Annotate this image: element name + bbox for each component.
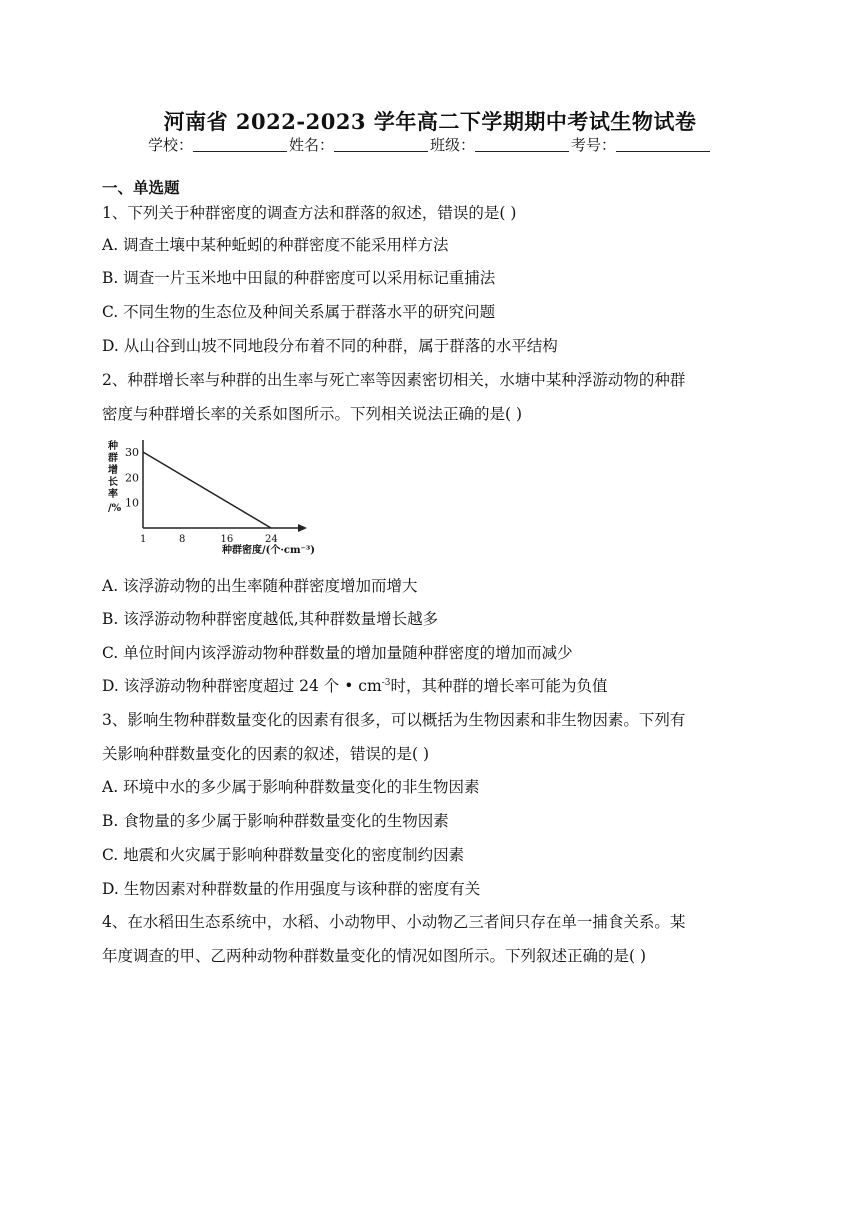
class-label: 班级： [430, 136, 476, 154]
q2-option-b: B. 该浮游动物种群密度越低,其种群数量增长越多 [102, 610, 439, 628]
q2-stem-line2: 密度与种群增长率的关系如图所示。下列相关说法正确的是( ) [102, 405, 523, 423]
q3-stem-line1: 3、影响生物种群数量变化的因素有很多，可以概括为生物因素和非生物因素。下列有 [102, 711, 686, 729]
q3-option-d: D. 生物因素对种群数量的作用强度与该种群的密度有关 [102, 880, 481, 898]
q1-option-d: D. 从山谷到山坡不同地段分布着不同的种群，属于群落的水平结构 [102, 337, 558, 355]
x-tick-label: 16 [220, 534, 234, 545]
q1-option-b: B. 调查一片玉米地中田鼠的种群密度可以采用标记重捕法 [102, 269, 496, 287]
y-axis-label [107, 439, 122, 514]
school-blank [193, 137, 287, 152]
q2-option-d-text: D. 该浮游动物种群密度超过 24 个 • cm [102, 677, 382, 695]
q3-stem-line2: 关影响种群数量变化的因素的叙述，错误的是( ) [102, 745, 430, 763]
y-tick-label: 20 [125, 471, 139, 485]
y-tick-labels [125, 446, 139, 510]
q4-stem-line2: 年度调查的甲、乙两种动物种群数量变化的情况如图所示。下列叙述正确的是( ) [102, 947, 647, 965]
name-blank [334, 137, 428, 152]
x-tick-label: 8 [178, 534, 186, 545]
q1-stem: 1、下列关于种群密度的调查方法和群落的叙述，错误的是( ) [102, 204, 517, 222]
x-axis-label: 种群密度/(个·cm⁻³) [222, 545, 315, 556]
q2-option-c: C. 单位时间内该浮游动物种群数量的增加量随种群密度的增加而减少 [102, 644, 573, 662]
q2-option-d [102, 674, 607, 696]
y-tick-label: 30 [125, 446, 139, 459]
q4-stem-line1: 4、在水稻田生态系统中，水稻、小动物甲、小动物乙三者间只存在单一捕食关系。某 [102, 913, 686, 931]
y-label-char: 群 [108, 453, 118, 464]
q2-stem-line1: 2、种群增长率与种群的出生率与死亡率等因素密切相关，水塘中某种浮游动物的种群 [102, 371, 686, 389]
name-label: 姓名： [288, 136, 334, 154]
q3-option-b: B. 食物量的多少属于影响种群数量变化的生物因素 [102, 812, 449, 830]
y-label-char: 种 [108, 441, 118, 452]
q1-option-c: C. 不同生物的生态位及种间关系属于群落水平的研究问题 [102, 303, 496, 321]
id-label: 考号： [571, 136, 617, 154]
y-label-char: 增 [108, 465, 118, 476]
series-line [143, 452, 271, 528]
student-info-row [0, 134, 860, 155]
q1-option-a: A. 调查土壤中某种蚯蚓的种群密度不能采用样方法 [102, 236, 449, 254]
x-tick-label: 24 [265, 534, 278, 545]
x-axis-arrow [298, 524, 307, 532]
q2-option-d-superscript: -3 [381, 677, 391, 688]
section-heading: 一、单选题 [102, 178, 180, 197]
q2-option-a: A. 该浮游动物的出生率随种群密度增加而增大 [102, 577, 418, 595]
q3-option-c: C. 地震和火灾属于影响种群数量变化的密度制约因素 [102, 846, 465, 864]
x-tick-label: 1 [140, 534, 147, 545]
y-label-char: /% [108, 503, 122, 514]
growth-rate-chart [102, 432, 338, 556]
exam-title: 河南省 2022-2023 学年高二下学期期中考试生物试卷 [163, 109, 697, 134]
id-blank [616, 137, 710, 152]
y-label-char: 长 [108, 477, 118, 488]
q3-option-a: A. 环境中水的多少属于影响种群数量变化的非生物因素 [102, 778, 480, 796]
x-tick-labels [140, 534, 278, 545]
y-tick-label: 10 [125, 496, 139, 510]
y-label-char: 率 [108, 489, 118, 500]
class-blank [475, 137, 569, 152]
school-label: 学校： [147, 136, 193, 154]
q2-option-d-text-end: 时，其种群的增长率可能为负值 [390, 677, 608, 695]
